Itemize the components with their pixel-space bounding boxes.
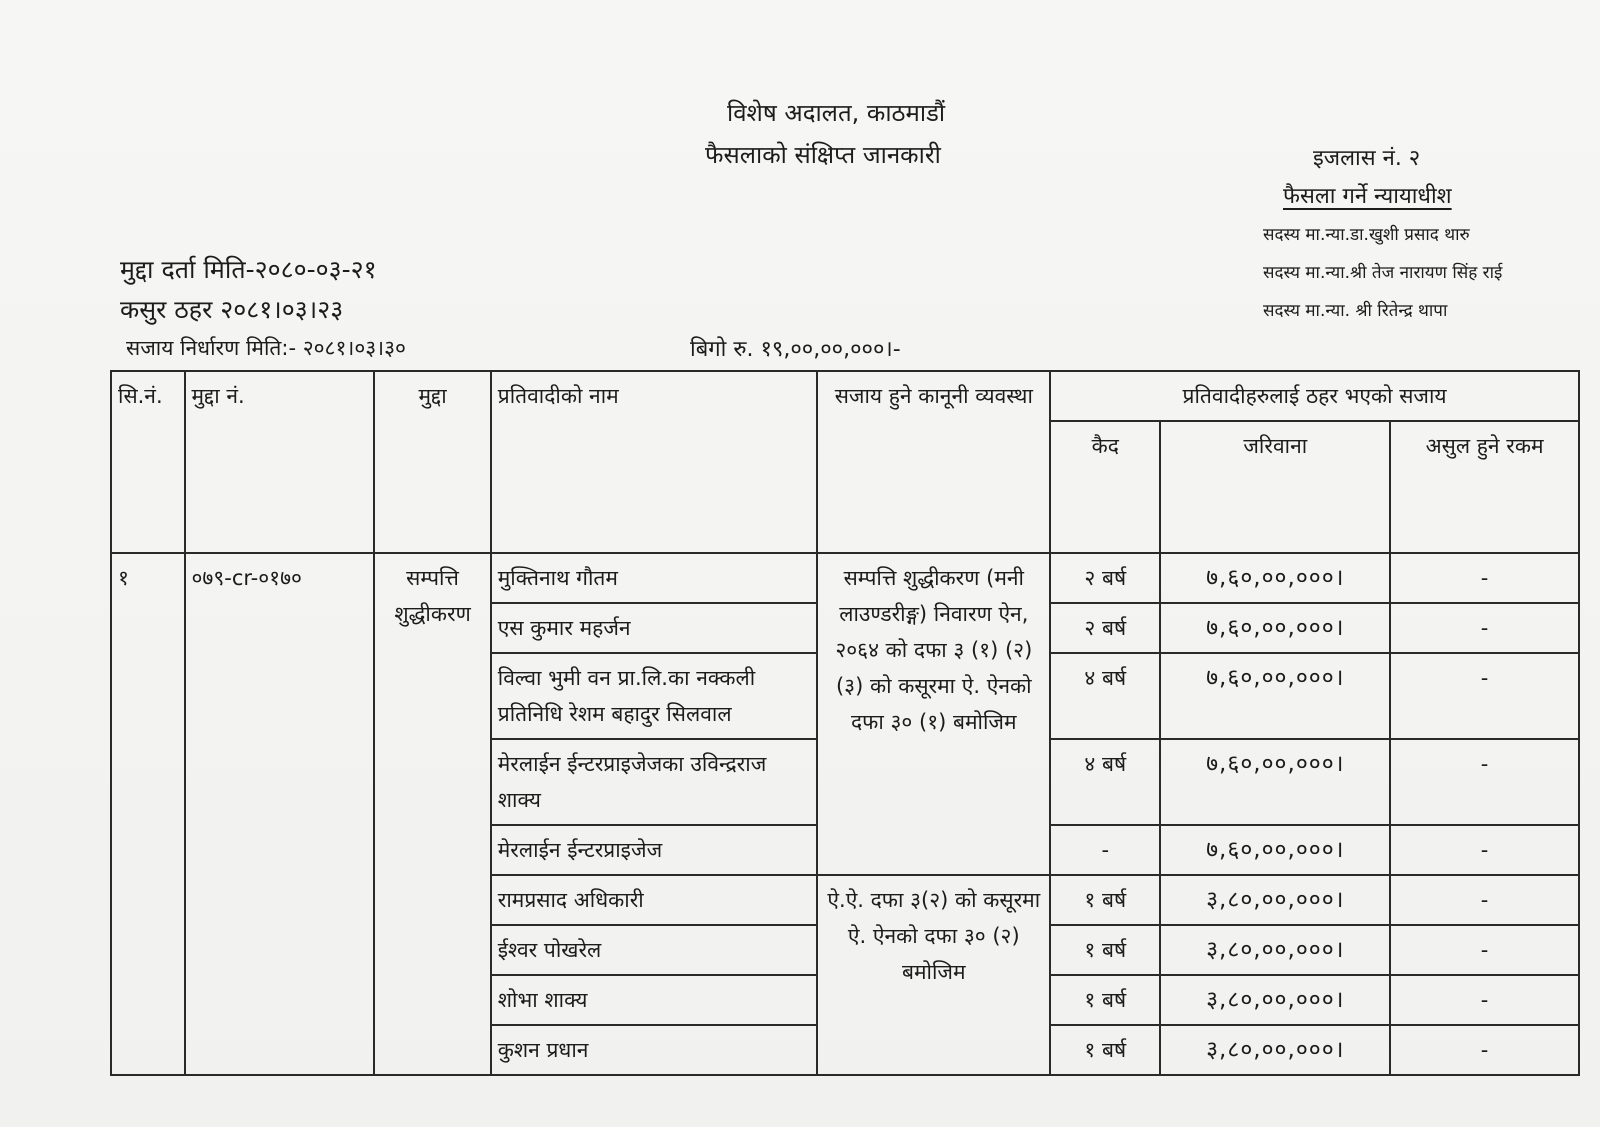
- fine-amount: ७,६०,००,०००।: [1160, 603, 1390, 653]
- defendant-name: रामप्रसाद अधिकारी: [491, 875, 818, 925]
- recoverable-amount: -: [1390, 975, 1579, 1025]
- jail-term: ४ बर्ष: [1050, 739, 1160, 825]
- serial-number: १: [111, 553, 185, 1075]
- recoverable-amount: -: [1390, 1025, 1579, 1075]
- sentence-date: सजाय निर्धारण मिति:- २०८१।०३।३०: [126, 336, 406, 360]
- fine-amount: ३,८०,००,०००।: [1160, 975, 1390, 1025]
- header-case: मुद्दा: [374, 371, 490, 553]
- header-sn: सि.नं.: [111, 371, 185, 553]
- recoverable-amount: -: [1390, 925, 1579, 975]
- judge-name: सदस्य मा.न्या. श्री रितेन्द्र थापा: [1263, 301, 1448, 321]
- jail-term: १ बर्ष: [1050, 875, 1160, 925]
- header-defendant: प्रतिवादीको नाम: [491, 371, 818, 553]
- defendant-name: मुक्तिनाथ गौतम: [491, 553, 818, 603]
- defendant-name: एस कुमार महर्जन: [491, 603, 818, 653]
- jail-term: १ बर्ष: [1050, 1025, 1160, 1075]
- court-name: विशेष अदालत, काठमाडौं: [727, 99, 946, 127]
- document-title: फैसलाको संक्षिप्त जानकारी: [705, 141, 941, 169]
- table-row: [111, 553, 1579, 603]
- defendant-name: शोभा शाक्य: [491, 975, 818, 1025]
- jail-term: ४ बर्ष: [1050, 653, 1160, 739]
- recoverable-amount: -: [1390, 875, 1579, 925]
- guilty-date: कसुर ठहर २०८१।०३।२३: [120, 295, 344, 324]
- case-type: सम्पत्ति शुद्धीकरण: [374, 553, 490, 1075]
- defendant-name: मेरलाईन ईन्टरप्राइजेजका उविन्द्रराज शाक्य: [491, 739, 818, 825]
- recoverable-amount: -: [1390, 739, 1579, 825]
- fine-amount: ३,८०,००,०००।: [1160, 875, 1390, 925]
- jail-term: १ बर्ष: [1050, 975, 1160, 1025]
- judgment-table: [110, 370, 1580, 1076]
- fine-amount: ७,६०,००,०००।: [1160, 739, 1390, 825]
- recoverable-amount: -: [1390, 603, 1579, 653]
- header-fine: जरिवाना: [1160, 421, 1390, 553]
- jail-term: -: [1050, 825, 1160, 875]
- header-sentence-group: प्रतिवादीहरुलाई ठहर भएको सजाय: [1050, 371, 1579, 421]
- header-jail: कैद: [1050, 421, 1160, 553]
- recoverable-amount: -: [1390, 653, 1579, 739]
- loss-amount: बिगो रु. १९,००,००,०००।-: [690, 337, 901, 362]
- fine-amount: ३,८०,००,०००।: [1160, 1025, 1390, 1075]
- recoverable-amount: -: [1390, 553, 1579, 603]
- recoverable-amount: -: [1390, 825, 1579, 875]
- defendant-name: ईश्वर पोखरेल: [491, 925, 818, 975]
- header-case-number: मुद्दा नं.: [185, 371, 375, 553]
- judge-name: सदस्य मा.न्या.श्री तेज नारायण सिंह राई: [1263, 263, 1503, 283]
- legal-provision: सम्पत्ति शुद्धीकरण (मनी लाउण्डरीङ्ग) निवारण ऐन, २०६४ को दफा ३ (१) (२) (३) को कसूरमा ऐ. ऐनको दफा ३० (१) बमोजिम: [817, 553, 1050, 875]
- jail-term: २ बर्ष: [1050, 553, 1160, 603]
- fine-amount: ७,६०,००,०००।: [1160, 825, 1390, 875]
- fine-amount: ७,६०,००,०००।: [1160, 653, 1390, 739]
- jail-term: १ बर्ष: [1050, 925, 1160, 975]
- fine-amount: ७,६०,००,०००।: [1160, 553, 1390, 603]
- jail-term: २ बर्ष: [1050, 603, 1160, 653]
- defendant-name: मेरलाईन ईन्टरप्राइजेज: [491, 825, 818, 875]
- header-law: सजाय हुने कानूनी व्यवस्था: [817, 371, 1050, 553]
- bench-number: इजलास नं. २: [1313, 146, 1421, 171]
- case-number: ०७९-cr-०१७०: [185, 553, 375, 1075]
- judge-name: सदस्य मा.न्या.डा.खुशी प्रसाद थारु: [1263, 225, 1470, 245]
- fine-amount: ३,८०,००,०००।: [1160, 925, 1390, 975]
- header-recoverable: असुल हुने रकम: [1390, 421, 1579, 553]
- filing-date: मुद्दा दर्ता मिति-२०८०-०३-२१: [120, 255, 377, 284]
- judges-heading: फैसला गर्ने न्यायाधीश: [1283, 184, 1452, 209]
- legal-provision: ऐ.ऐ. दफा ३(२) को कसूरमा ऐ. ऐनको दफा ३० (२) बमोजिम: [817, 875, 1050, 1075]
- defendant-name: कुशन प्रधान: [491, 1025, 818, 1075]
- defendant-name: विल्वा भुमी वन प्रा.लि.का नक्कली प्रतिनिधि रेशम बहादुर सिलवाल: [491, 653, 818, 739]
